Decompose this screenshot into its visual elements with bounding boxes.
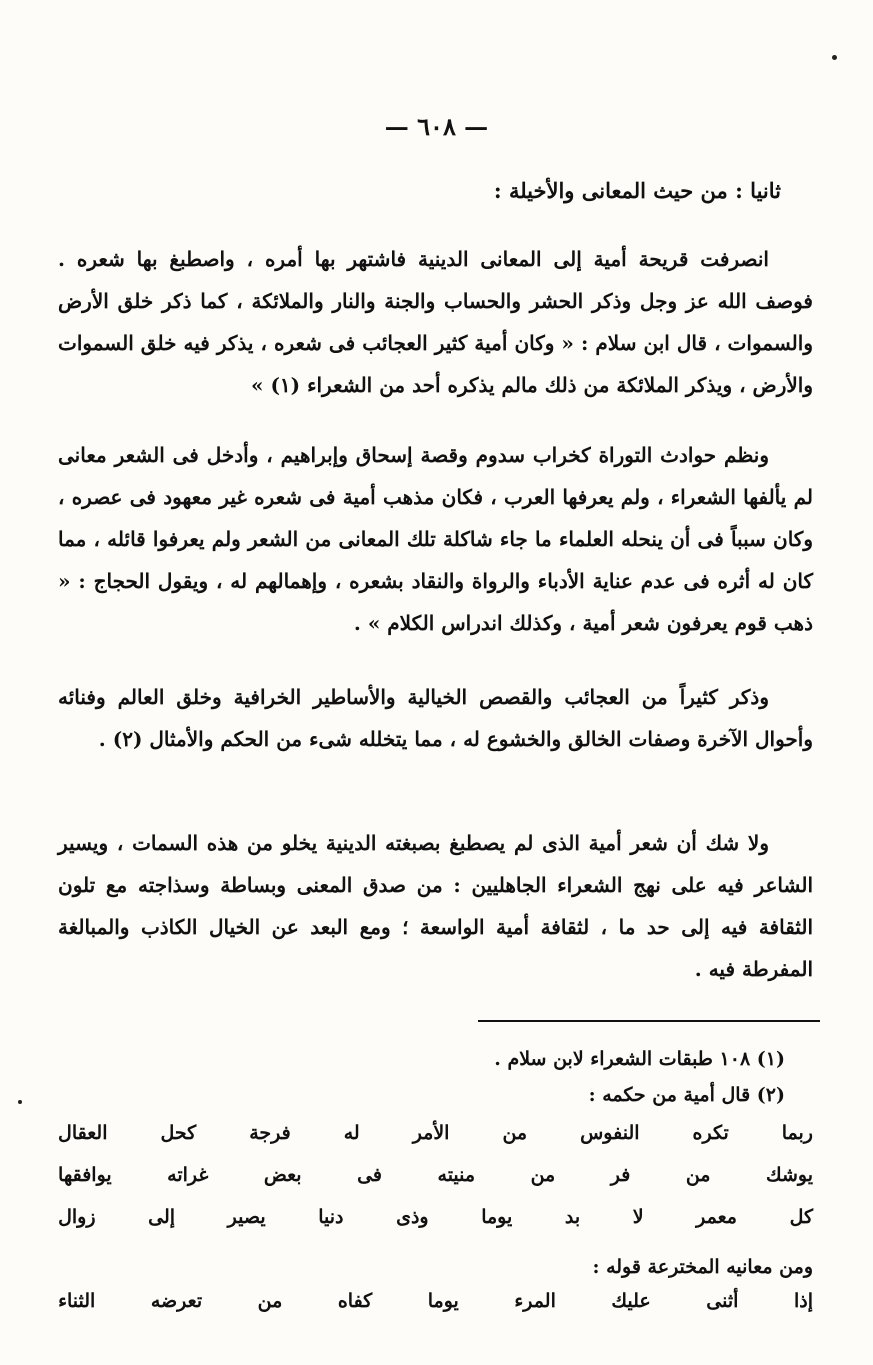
verse-word: من <box>530 1164 556 1186</box>
verse-word: يوافقها <box>58 1164 112 1186</box>
scan-speck <box>832 55 837 60</box>
verse-word: يوما <box>427 1290 459 1312</box>
verse-word: من <box>502 1122 528 1144</box>
verse-word: النفوس <box>580 1122 640 1144</box>
verse-word: وذى <box>396 1206 429 1228</box>
verse-word: بعض <box>263 1164 302 1186</box>
verse-word: بد <box>564 1206 581 1228</box>
verse-word: المرء <box>514 1290 556 1312</box>
footnote-divider <box>478 1020 820 1022</box>
verse-word: من <box>685 1164 711 1186</box>
verse-line <box>58 1290 813 1312</box>
verse-word: إلى <box>148 1206 176 1228</box>
verse-word: من <box>257 1290 283 1312</box>
verse-word: إذا <box>793 1290 813 1312</box>
section-heading: ثانيا : من حيث المعانى والأخيلة : <box>493 178 781 203</box>
footnote: (٢) قال أمية من حكمه : <box>588 1084 785 1106</box>
verse-word: تعرضه <box>150 1290 203 1312</box>
verse-word: عليك <box>611 1290 651 1312</box>
verse-word: دنيا <box>318 1206 344 1228</box>
page-number: — ٦٠٨ — <box>384 112 489 141</box>
verse-word: منيته <box>437 1164 476 1186</box>
verse-word: الأمر <box>412 1122 450 1144</box>
verse-word: غراته <box>167 1164 209 1186</box>
scan-speck <box>18 1100 22 1104</box>
verse-word: كل <box>789 1206 813 1228</box>
paragraph: ولا شك أن شعر أمية الذى لم يصطبغ بصبغته الدينية يخلو من هذه السمات ، ويسير الشاعر فيه على نهج الشعراء الجاهليين : من صدق المعنى وبساطة وسذاجته مع تلون الثقافة فيه إلى حد ما ، لثقافة أمية الواسعة ؛ ومع البعد عن الخيال الكاذب والمبالغة المفرطة فيه . <box>58 831 813 981</box>
verse-word: فى <box>357 1164 383 1186</box>
verse-word: زوال <box>58 1206 96 1228</box>
verse-line <box>58 1164 813 1186</box>
verse-line <box>58 1206 813 1228</box>
verse-word: الثناء <box>58 1290 96 1312</box>
verse-word: معمر <box>696 1206 737 1228</box>
verse-word: كحل <box>160 1122 197 1144</box>
paragraph: وذكر كثيراً من العجائب والقصص الخيالية والأساطير الخرافية وخلق العالم وفنائه وأحوال الآخرة وصفات الخالق والخشوع له ، مما يتخلله شىء من الحكم والأمثال (٢) . <box>58 685 813 751</box>
verse-word: ربما <box>781 1122 813 1144</box>
verse-word: العقال <box>58 1122 108 1144</box>
verse-word: يوشك <box>765 1164 813 1186</box>
verse-word: لا <box>632 1206 644 1228</box>
verse-line <box>58 1122 813 1144</box>
verse-word: فر <box>610 1164 631 1186</box>
paragraph: ونظم حوادث التوراة كخراب سدوم وقصة إسحاق وإبراهيم ، وأدخل فى الشعر معانى لم يألفها الشعراء ، ولم يعرفها العرب ، فكان مذهب أمية فى شعره غير معهود فى عصره ، وكان سبباً فى أن ينحله العلماء ما جاء شاكلة تلك المعانى من الشعر ولم يعرفوا قائله ، مما كان له أثره فى عدم عناية الأدباء والرواة والنقاد بشعره ، وإهمالهم له ، ويقول الحجاج : « ذهب قوم يعرفون شعر أمية ، وكذلك اندراس الكلام » . <box>58 443 813 635</box>
paragraph: انصرفت قريحة أمية إلى المعانى الدينية فاشتهر بها أمره ، واصطبغ بها شعره . فوصف الله عز وجل وذكر الحشر والحساب والجنة والنار والملائكة ، كما ذكر خلق الأرض والسموات ، قال ابن سلام : « وكان أمية كثير العجائب فى شعره ، يذكر فيه خلق السموات والأرض ، ويذكر الملائكة من ذلك مالم يذكره أحد من الشعراء (١) » <box>58 247 813 397</box>
verse-intro: ومن معانيه المخترعة قوله : <box>592 1256 813 1278</box>
footnote: (١) ١٠٨ طبقات الشعراء لابن سلام . <box>494 1048 785 1070</box>
verse-word: كفاه <box>337 1290 373 1312</box>
verse-word: أثنى <box>706 1290 739 1312</box>
verse-word: يصير <box>227 1206 266 1228</box>
verse-word: تكره <box>692 1122 729 1144</box>
verse-word: يوما <box>481 1206 513 1228</box>
verse-word: له <box>343 1122 360 1144</box>
verse-word: فرجة <box>249 1122 291 1144</box>
